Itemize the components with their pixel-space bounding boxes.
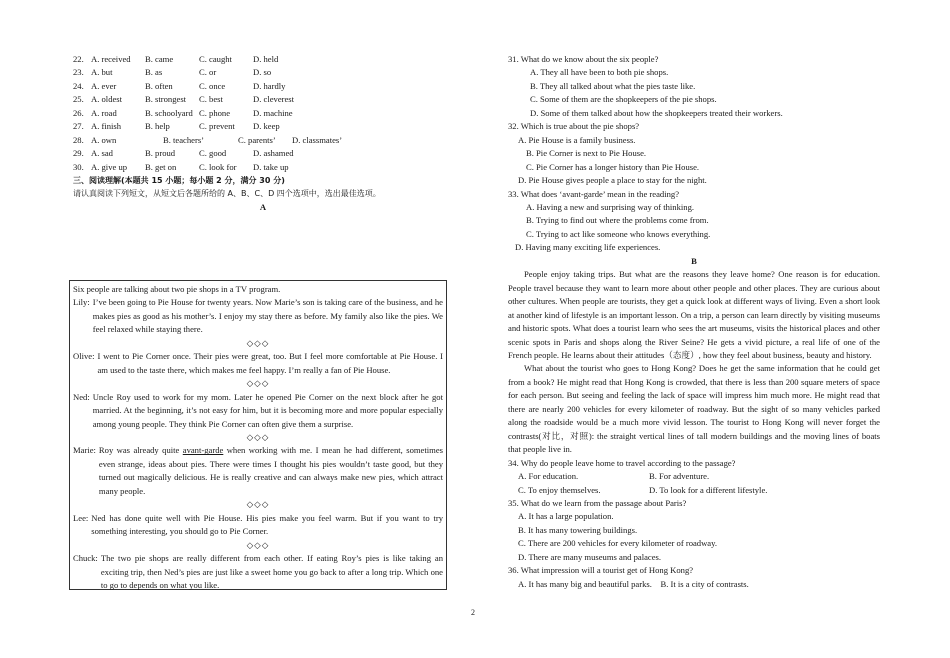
- avant-garde-underlined: avant-garde: [182, 445, 224, 456]
- separator: ◇◇◇: [246, 378, 270, 389]
- page-number: 2: [471, 608, 475, 617]
- option-a: A. ever: [91, 80, 117, 91]
- speaker-text: I went to Pie Corner once. Their pies were great, too. But I feel more comfortable at Pie House. I am used to the taste there, which makes me feel happy. I’m really a fan of Pie House.: [97, 351, 443, 375]
- question-32-option-d: D. Pie House gives people a place to stay for the night.: [518, 175, 707, 186]
- option-b: B. teachers’: [163, 134, 205, 145]
- speaker-chuck: [73, 552, 443, 592]
- cloze-option-row: [73, 161, 453, 174]
- option-d: D. keep: [253, 121, 280, 132]
- passage-a-label: A: [259, 201, 267, 212]
- question-34-option-c: C. To enjoy themselves.: [518, 484, 601, 495]
- speaker-lee: [73, 512, 443, 539]
- question-35-option-a: A. It has a large population.: [518, 511, 614, 522]
- option-a: A. own: [91, 134, 117, 145]
- option-c: C. parents’: [238, 134, 276, 145]
- question-35-option-b: B. It has many towering buildings.: [518, 524, 638, 535]
- speaker-text: I’ve been going to Pie House for twenty years. Now Marie’s son is taking care of the business, and he makes pies as good as his mother’s. I enjoy my stay there as before. My family also like the pies. We feel relaxed while staying there.: [92, 297, 443, 335]
- option-c: C. prevent: [199, 121, 235, 132]
- cloze-option-row: [73, 66, 453, 79]
- question-34-options-row-1: [508, 470, 880, 483]
- option-b: B. schoolyard: [145, 107, 193, 118]
- question-number: 26.: [73, 107, 84, 118]
- separator: ◇◇◇: [246, 337, 270, 348]
- option-b: B. often: [145, 80, 173, 91]
- separator: ◇◇◇: [246, 539, 270, 550]
- option-c: C. best: [199, 94, 223, 105]
- passage-a-intro: Six people are talking about two pie shops in a TV program.: [73, 284, 281, 294]
- question-31-option-a: A. They all have been to both pie shops.: [530, 67, 669, 78]
- speaker-name: Chuck:: [73, 553, 98, 564]
- question-36-stem: 36. What impression will a tourist get of Hong Kong?: [508, 565, 694, 576]
- passage-a-box: [69, 280, 447, 590]
- question-31-option-b: B. They all talked about what the pies taste like.: [530, 80, 696, 91]
- question-35-option-c: C. There are 200 vehicles for every kilometer of roadway.: [518, 538, 718, 549]
- speaker-name: Lily:: [73, 297, 90, 308]
- speaker-olive: [73, 350, 443, 377]
- right-column: [508, 53, 880, 591]
- question-31-option-c: C. Some of them are the shopkeepers of the pie shops.: [530, 94, 717, 105]
- option-c: C. look for: [199, 161, 237, 172]
- option-d: D. take up: [253, 161, 289, 172]
- question-36-options-row: [508, 578, 880, 591]
- question-number: 27.: [73, 121, 84, 132]
- option-d: D. classmates’: [292, 134, 343, 145]
- option-b: B. came: [145, 54, 174, 64]
- section-three-instruction: 请认真阅读下列短文，从短文后各题所给的 A、B、C、D 四个选项中，选出最佳选项。: [73, 189, 381, 199]
- option-a: A. road: [91, 107, 117, 118]
- question-36-option-b: B. It is a city of contrasts.: [660, 578, 749, 589]
- option-c: C. good: [199, 148, 227, 159]
- question-31-stem: 31. What do we know about the six people?: [508, 54, 659, 64]
- speaker-marie: [73, 444, 443, 498]
- question-number: 24.: [73, 80, 84, 91]
- option-d: D. so: [253, 67, 272, 78]
- speaker-text: The two pie shops are really different from each other. If eating Roy’s pies is like taking an exciting trip, then Ned’s pies are just like a sweet home you go back to after a long trip. Which one to go to depends on what you like.: [100, 553, 443, 590]
- option-a: A. finish: [91, 121, 122, 132]
- question-32-stem: 32. Which is true about the pie shops?: [508, 121, 640, 132]
- option-a: A. but: [91, 67, 113, 78]
- speaker-text: Uncle Roy used to work for my mom. Later he opened Pie Corner on the next block after he got married. At the beginning, it’s not easy for him, but it is becoming more and more popular especially among young people. They think Pie Corner can often give them a surprise.: [92, 391, 443, 429]
- question-32-option-a: A. Pie House is a family business.: [518, 134, 636, 145]
- speaker-text: Roy was already quite avant-garde when working with me. I mean he had different, sometimes even strange, ideas about pies. There were times I thought his pies wouldn’t taste good, but they turned out magically delicious. He is really creative and can always make new pies, which attract many people.: [98, 445, 443, 496]
- option-a: A. oldest: [91, 94, 123, 105]
- separator: ◇◇◇: [246, 499, 270, 510]
- option-d: D. cleverest: [253, 94, 295, 105]
- cloze-option-row: [73, 134, 453, 147]
- cloze-option-row: [73, 53, 453, 66]
- section-three-heading: 三、阅读理解(本题共 15 小题；每小题 2 分，满分 30 分): [73, 175, 285, 185]
- left-column: [73, 53, 453, 214]
- question-34-stem: 34. Why do people leave home to travel according to the passage?: [508, 457, 736, 468]
- cloze-option-row: [73, 80, 453, 93]
- question-35-stem: 35. What do we learn from the passage about Paris?: [508, 497, 687, 508]
- question-number: 30.: [73, 161, 84, 172]
- option-c: C. once: [199, 80, 226, 91]
- cloze-options-list: [73, 53, 453, 174]
- cloze-option-row: [73, 107, 453, 120]
- option-a: A. sad: [91, 148, 113, 159]
- speaker-name: Ned:: [73, 391, 90, 402]
- question-number: 29.: [73, 148, 84, 159]
- question-31-option-d: D. Some of them talked about how the shopkeepers treated their workers.: [530, 107, 783, 118]
- option-b: B. strongest: [145, 94, 187, 105]
- speaker-text: Ned has done quite well with Pie House. His pies make you feel warm. But if you want to try something interesting, you should go to Pie Corner.: [91, 512, 443, 537]
- cloze-option-row: [73, 120, 453, 133]
- option-d: D. ashamed: [253, 148, 294, 159]
- question-34-option-b: B. For adventure.: [649, 471, 710, 482]
- option-b: B. proud: [145, 148, 176, 159]
- passage-b-paragraph-2: What about the tourist who goes to Hong Kong? Does he get the same information that he could get from a book? He might read that Hong Kong is crowded, that there is less than 200 square meters of space for each person. But seeing and feeling the lack of space will impress him much more. He might read that there are nearly 200 vehicles for every kilometer of roadway. But the sight of so many vehicles parked along the roadside would be a much more vivid lesson. The tourist to Hong Kong will never forget the contrasts(对比，对照): the straight vertical lines of tall modern buildings and the moving lines of boats that people live in.: [508, 363, 880, 455]
- speaker-lily: [73, 296, 443, 336]
- option-b: B. get on: [145, 161, 177, 172]
- option-d: D. held: [253, 54, 279, 64]
- speaker-name: Olive:: [73, 351, 95, 362]
- question-33-option-c: C. Trying to act like someone who knows everything.: [526, 228, 711, 239]
- option-a: A. give up: [91, 161, 128, 172]
- question-number: 23.: [73, 67, 84, 78]
- question-34-option-d: D. To look for a different lifestyle.: [649, 484, 768, 495]
- passage-b-paragraph-1: People enjoy taking trips. But what are the reasons they leave home? One reason is for education. People travel because they want to learn more about other people and other places. They are curious about other cultures. When people are tourists, they get a quick look at different ways of living. Even a short look at another kind of lifestyle is an important lesson. On a trip, a person can learn directly by visiting museums and historic spots. What does a tourist learn who sees the art museums, visits the historical places and other scenic spots in Paris and shops along the River Seine? He gets a vivid picture, a real life of one of the French people. He learns about their attitudes（态度）, how they feel about business, beauty and history.: [508, 269, 880, 360]
- cloze-option-row: [73, 93, 453, 106]
- option-c: C. phone: [199, 107, 231, 118]
- question-33-stem: 33. What does ‘avant-garde’ mean in the reading?: [508, 188, 680, 199]
- option-b: B. help: [145, 121, 170, 132]
- question-36-option-a: A. It has many big and beautiful parks.: [518, 578, 652, 589]
- question-32-option-b: B. Pie Corner is next to Pie House.: [526, 148, 647, 159]
- passage-b-label: B: [691, 255, 697, 266]
- cloze-option-row: [73, 147, 453, 160]
- question-32-option-c: C. Pie Corner has a longer history than Pie House.: [526, 161, 700, 172]
- speaker-ned: [73, 391, 443, 431]
- option-b: B. as: [145, 67, 163, 78]
- option-c: C. or: [199, 67, 217, 78]
- question-number: 25.: [73, 94, 84, 105]
- question-35-option-d: D. There are many museums and palaces.: [518, 551, 662, 562]
- separator: ◇◇◇: [246, 431, 270, 442]
- question-number: 28.: [73, 134, 84, 145]
- option-d: D. hardly: [253, 80, 286, 91]
- speaker-name: Lee:: [73, 512, 89, 523]
- question-33-option-b: B. Trying to find out where the problems come from.: [526, 215, 709, 226]
- option-c: C. caught: [199, 54, 232, 64]
- speaker-name: Marie:: [73, 445, 96, 456]
- question-34-options-row-2: [508, 484, 880, 497]
- option-d: D. machine: [253, 107, 293, 118]
- option-a: A. received: [91, 54, 131, 64]
- question-33-option-d: D. Having many exciting life experiences.: [515, 242, 661, 253]
- question-33-option-a: A. Having a new and surprising way of thinking.: [526, 201, 695, 212]
- question-number: 22.: [73, 54, 84, 64]
- question-34-option-a: A. For education.: [518, 471, 579, 482]
